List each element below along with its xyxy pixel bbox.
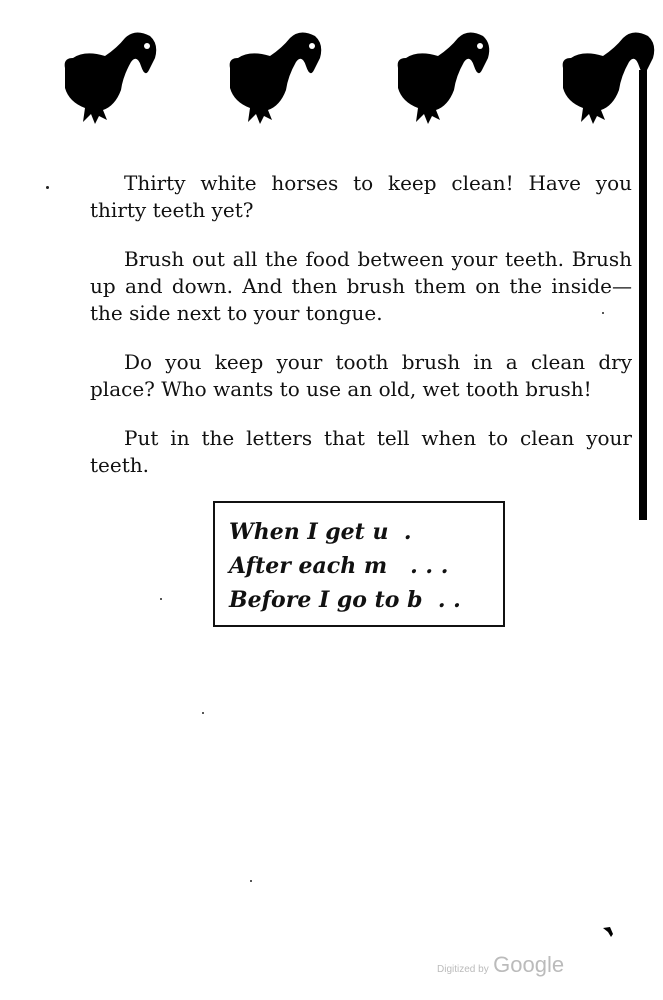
watermark-prefix: Digitized by (437, 964, 489, 975)
digitization-watermark (437, 952, 564, 978)
print-speck (202, 712, 204, 714)
goose-silhouette-icon (220, 28, 330, 128)
paragraph: Put in the letters that tell when to clean your teeth. (90, 426, 632, 477)
print-speck (46, 186, 49, 189)
exercise-line: Before I go to b . . (229, 587, 461, 613)
page-edge-shadow (639, 70, 647, 520)
ink-mark-icon (602, 926, 614, 938)
exercise-line: After each m . . . (229, 553, 449, 579)
print-speck (160, 598, 162, 600)
exercise-box (213, 501, 505, 627)
exercise-line: When I get u . (229, 519, 412, 545)
print-speck (250, 880, 252, 882)
print-speck (602, 312, 604, 314)
body-text (90, 170, 632, 501)
goose-border (0, 28, 663, 128)
paragraph: Brush out all the food between your teeth. Brush up and down. And then brush them on the inside—the side next to your tongue. (90, 247, 632, 325)
paragraph: Do you keep your tooth brush in a clean dry place? Who wants to use an old, wet tooth brush! (90, 350, 632, 401)
goose-silhouette-icon (388, 28, 498, 128)
paragraph: Thirty white horses to keep clean! Have you thirty teeth yet? (90, 171, 632, 222)
watermark-brand: Google (493, 952, 565, 977)
goose-silhouette-icon (55, 28, 165, 128)
